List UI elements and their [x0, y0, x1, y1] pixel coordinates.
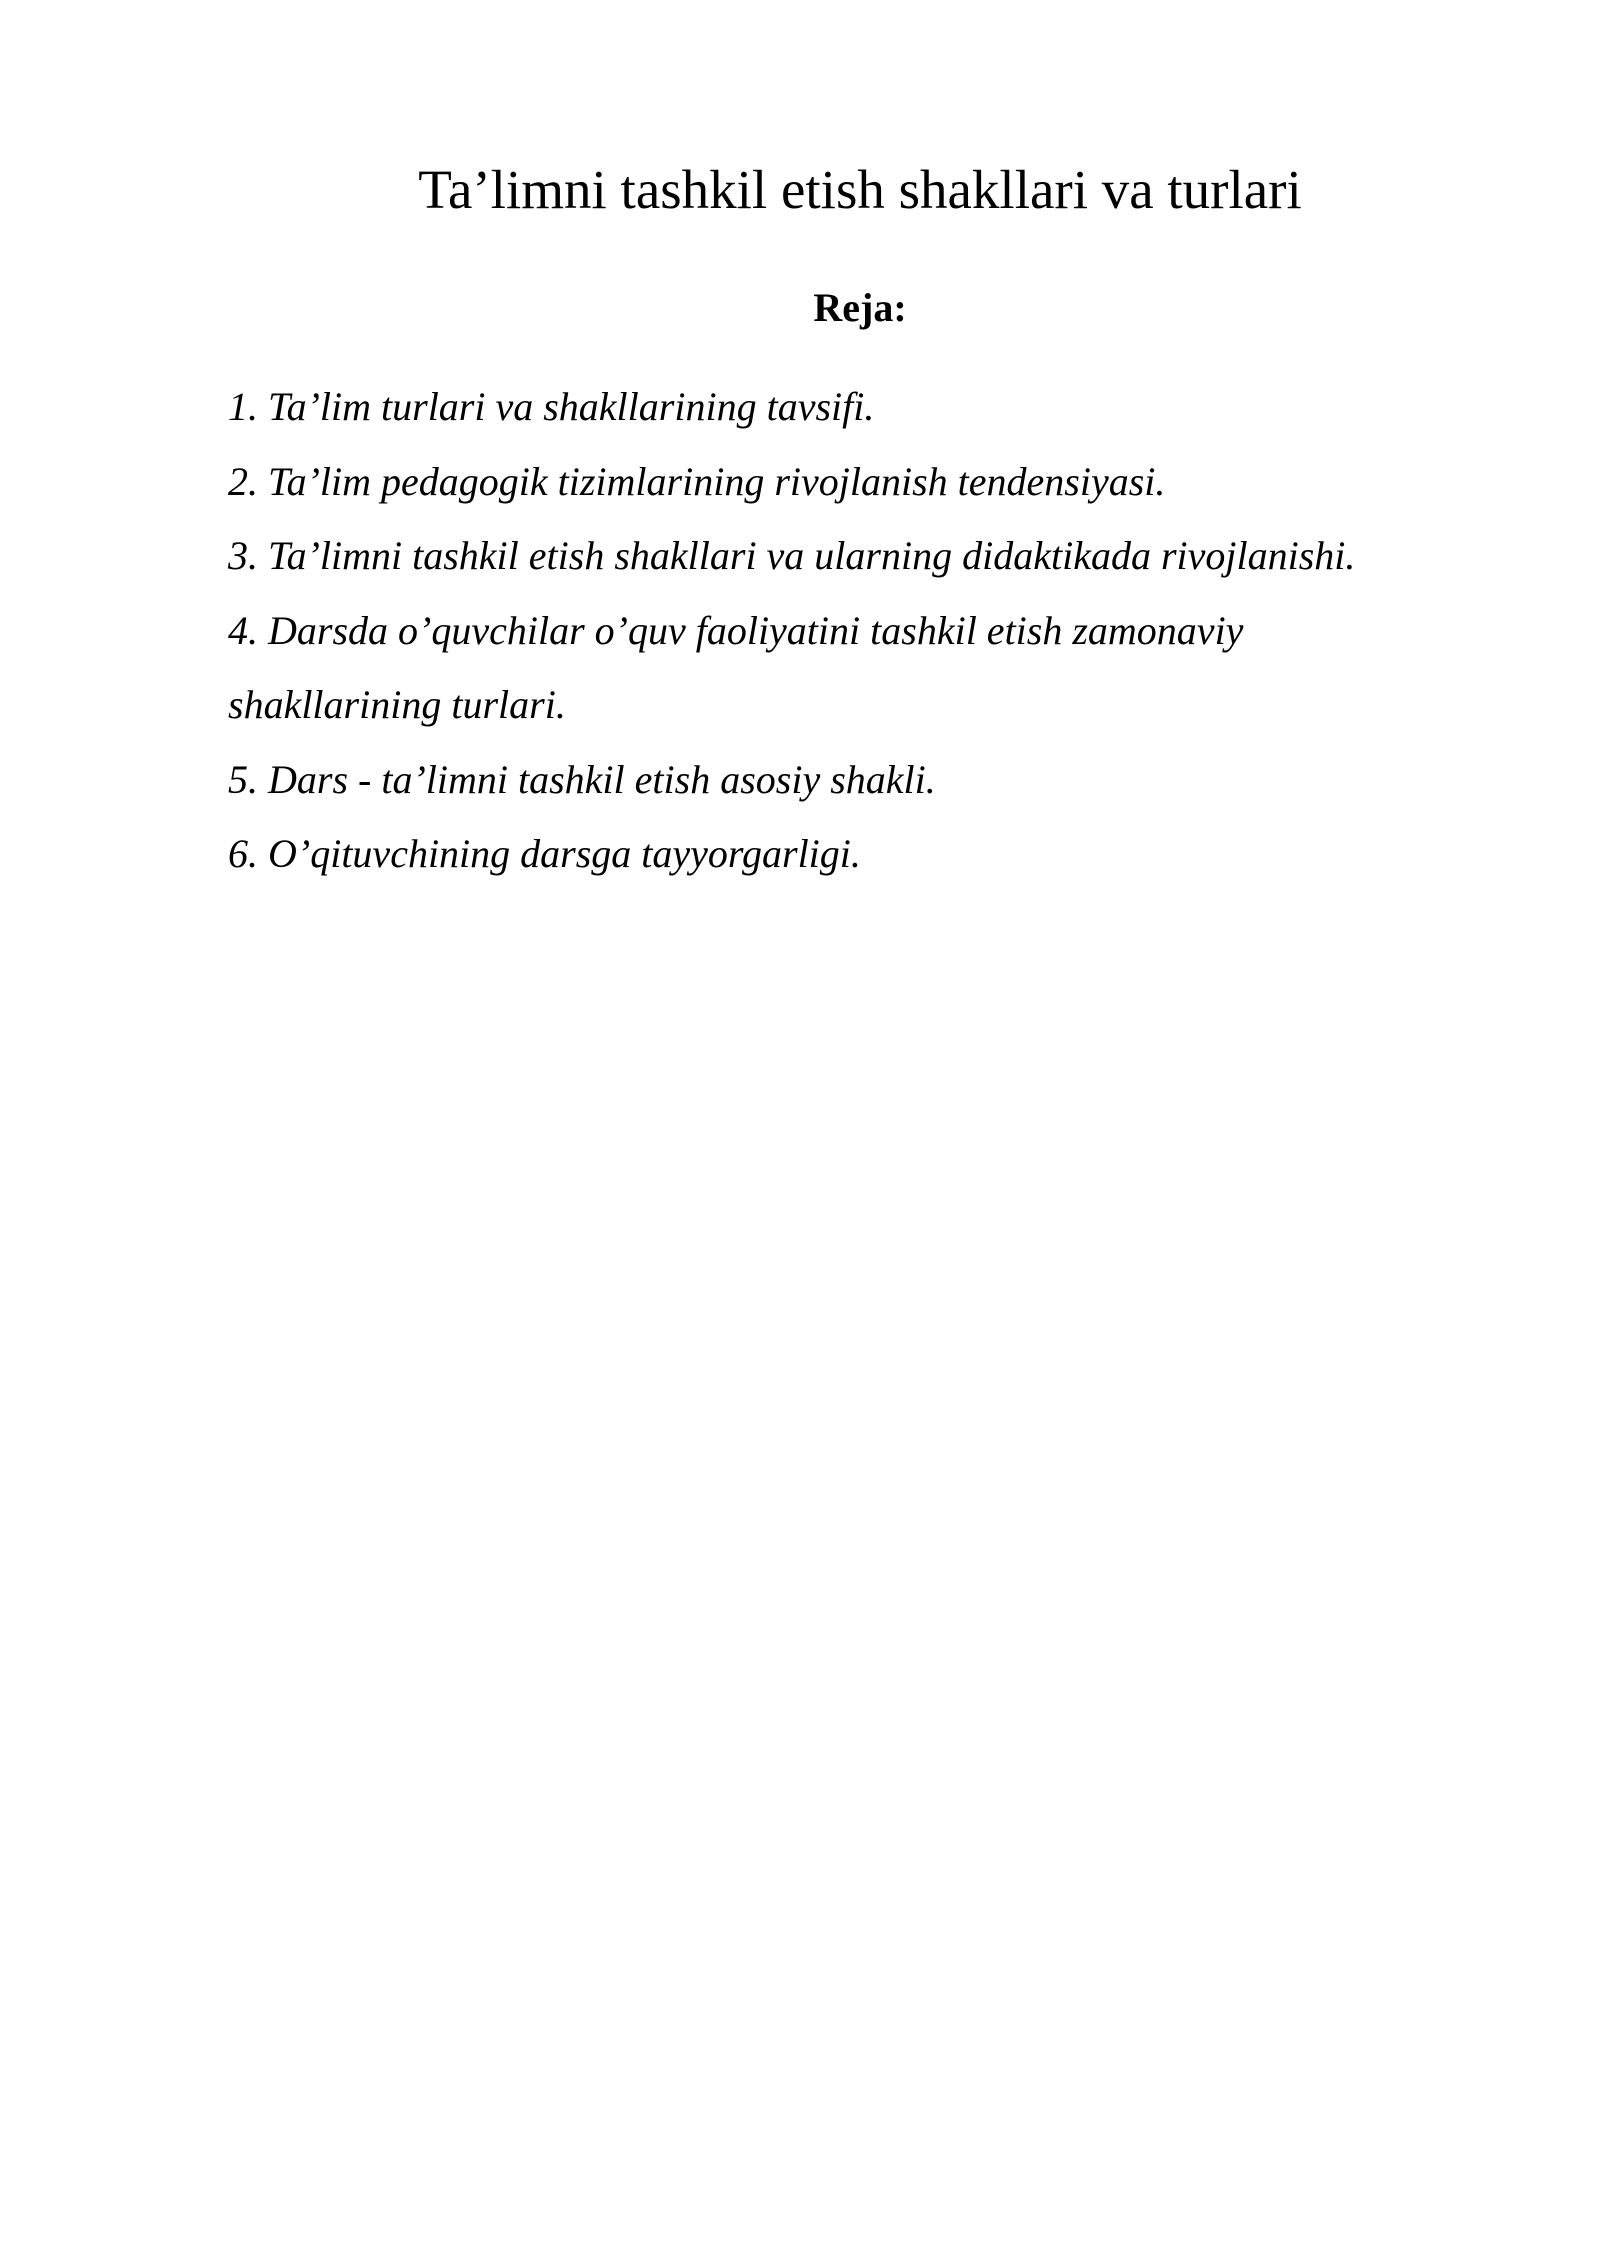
plan-item-2: 2. Ta’lim pedagogik tizimlarining rivojlanish tendensiyasi. — [228, 458, 1166, 504]
plan-heading: Reja: — [813, 285, 907, 330]
plan-item-3: 3. Ta’limni tashkil etish shakllari va ularning didaktikada rivojlanishi. — [228, 533, 1356, 578]
plan-item-4-continuation: shakllarining turlari. — [228, 682, 566, 727]
plan-item-4: 4. Darsda o’quvchilar o’quv faoliyatini tashkil etish zamonaviy — [228, 607, 1244, 653]
plan-list — [228, 370, 1488, 892]
plan-item-5: 5. Dars - ta’limni tashkil etish asosiy shakli. — [228, 756, 936, 802]
page-title: Ta’limni tashkil etish shakllari va turlari — [418, 159, 1302, 220]
plan-item-1: 1. Ta’lim turlari va shakllarining tavsifi. — [228, 384, 875, 429]
plan-item-6: 6. O’qituvchining darsga tayyorgarligi. — [228, 831, 861, 876]
